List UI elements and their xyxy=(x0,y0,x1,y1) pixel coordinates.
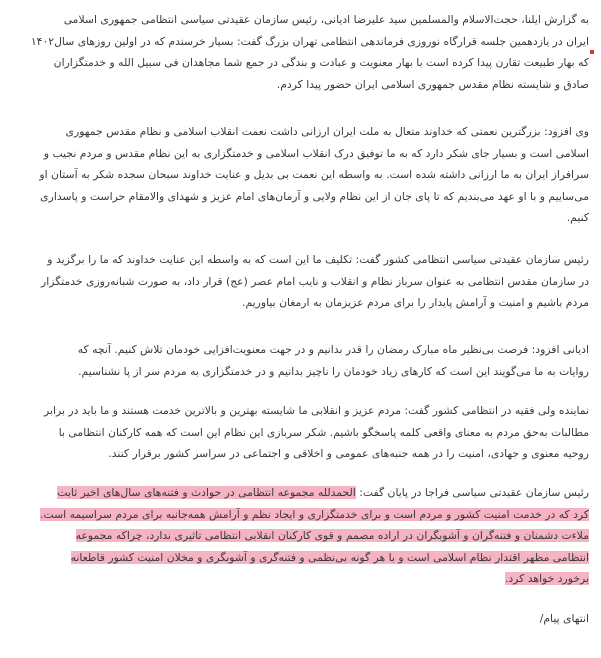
text-line: می‌ساییم و با او عهد می‌بندیم که تا پای جان از این نظام ولایی و آرمان‌های امام عزیز و شهدای والامقام حراست و پاسداری xyxy=(40,189,589,203)
text-line: نماینده ولی فقیه در انتظامی کشور گفت: مردم عزیز و انقلابی ما شایسته بهترین و بالاترین خدمت هستند و ما باید در برابر xyxy=(44,404,589,417)
text-line: روحیه معنوی و جهادی، امنیت را در همه جنبه‌های عمومی و اخلاقی و اجتماعی در سراسر کشور برقرار کنند. xyxy=(108,447,589,460)
text-line: که بهار طبیعت تقارن پیدا کرده است با بهار معنویت و عبادت و بندگی در جمع شما مجاهدان فی سبیل الله و خدمتگزاران xyxy=(53,56,589,69)
text-line: رئیس سازمان عقیدتی سیاسی انتظامی کشور گفت: تکلیف ما این است که به واسطه این عنایت خداوند که ما را برگزید و xyxy=(47,253,589,266)
paragraph-3 xyxy=(0,249,589,314)
highlighted-text: الحمدلله مجموعه انتظامی در حوادث و فتنه‌های سال‌های اخیر ثابت xyxy=(57,486,356,499)
paragraph-marker xyxy=(590,50,594,54)
text-line: کنیم. xyxy=(566,211,589,224)
text-line: ادیانی افزود: فرصت بی‌نظیر ماه مبارک رمضان را قدر بدانیم و در جهت معنویت‌افزایی خودمان تلاش کنیم. آنچه که xyxy=(77,343,589,356)
paragraph-4 xyxy=(0,339,589,382)
text-line: ایران در یازدهمین جلسه قرارگاه نوروزی فرماندهی انتظامی تهران بزرگ گفت: بسیار خرسندم که در اولین روزهای سال۱۴۰۲ xyxy=(30,34,589,48)
paragraph-2 xyxy=(0,121,589,229)
text-line xyxy=(0,547,589,569)
text-line xyxy=(0,525,589,547)
paragraph-5 xyxy=(0,400,589,465)
text-line: وی افزود: بزرگترین نعمتی که خداوند متعال به ملت ایران ارزانی داشت نعمت انقلاب اسلامی و نظام مقدس جمهوری xyxy=(65,125,589,138)
paragraph-1 xyxy=(0,9,589,95)
text-line xyxy=(0,482,589,504)
text-line: صادق و شایسته نظام مقدس جمهوری اسلامی ایران حضور پیدا کردم. xyxy=(276,77,589,91)
highlighted-text: ملاءت دشمنان و فتنه‌گران و آشوبگران در اراده مصمم و قوی کارکنان انقلابی انتظامی تاثیری ندارد، چراکه مجموعه xyxy=(75,529,589,542)
article-end-signature: انتهای پیام/ xyxy=(539,612,589,625)
text-line: مطالبات به‌حق مردم به معنای واقعی کلمه پاسخگو باشیم. شکر سربازی این نظام این است که همه کارکنان انتظامی با xyxy=(58,425,589,439)
text-line: به گزارش ایلنا، حجت‌الاسلام والمسلمین سید علیرضا ادیانی، رئیس سازمان عقیدتی سیاسی انتظامی جمهوری اسلامی xyxy=(63,13,589,26)
paragraph-6-final xyxy=(0,482,589,590)
text-line: روایات به ما می‌گویند این است که کارهای زیاد خودمان را ناچیز بدانیم و در خدمتگزاری به مردم سر از پا نشناسیم. xyxy=(78,364,589,378)
text-line xyxy=(0,504,589,526)
final-intro: رئیس سازمان عقیدتی سیاسی فراجا در پایان گفت: xyxy=(355,486,589,499)
text-line: مردم باشیم و امنیت و آرامش پایدار را برای مردم عزیزمان به ارمغان بیاوریم. xyxy=(242,296,589,309)
text-line: اسلامی است و بسیار جای شکر دارد که به ما توفیق درک انقلاب اسلامی و خدمتگزاری به این نظام مقدس و مردم نجیب و xyxy=(43,146,589,160)
highlighted-text: کرد که در خدمت امنیت کشور و مردم است و برای خدمتگزاری و ایجاد نظم و آرامش همه‌جانبه برای مردم سراسیمه است. xyxy=(40,507,589,521)
text-line: در سازمان مقدس انتظامی به عنوان سرباز نظام و انقلاب و نایب امام عصر (عج) قرار داد، به صورت شبانه‌روزی خدمتگزار xyxy=(41,274,589,288)
text-line: سرافراز ایران به ما ارزانی داشته شده است. به واسطه این نعمت بی بدیل و عنایت خداوند سبحان سجده شکر به آستان او xyxy=(39,168,589,181)
highlighted-text: انتظامی مظهر اقتدار نظام اسلامی است و با هر گونه بی‌نظمی و فتنه‌گری و آشوبگری و مخلان امنیت کشور قاطعانه xyxy=(70,550,589,564)
highlighted-text: برخورد خواهد کرد. xyxy=(504,572,589,585)
text-line xyxy=(0,568,589,590)
